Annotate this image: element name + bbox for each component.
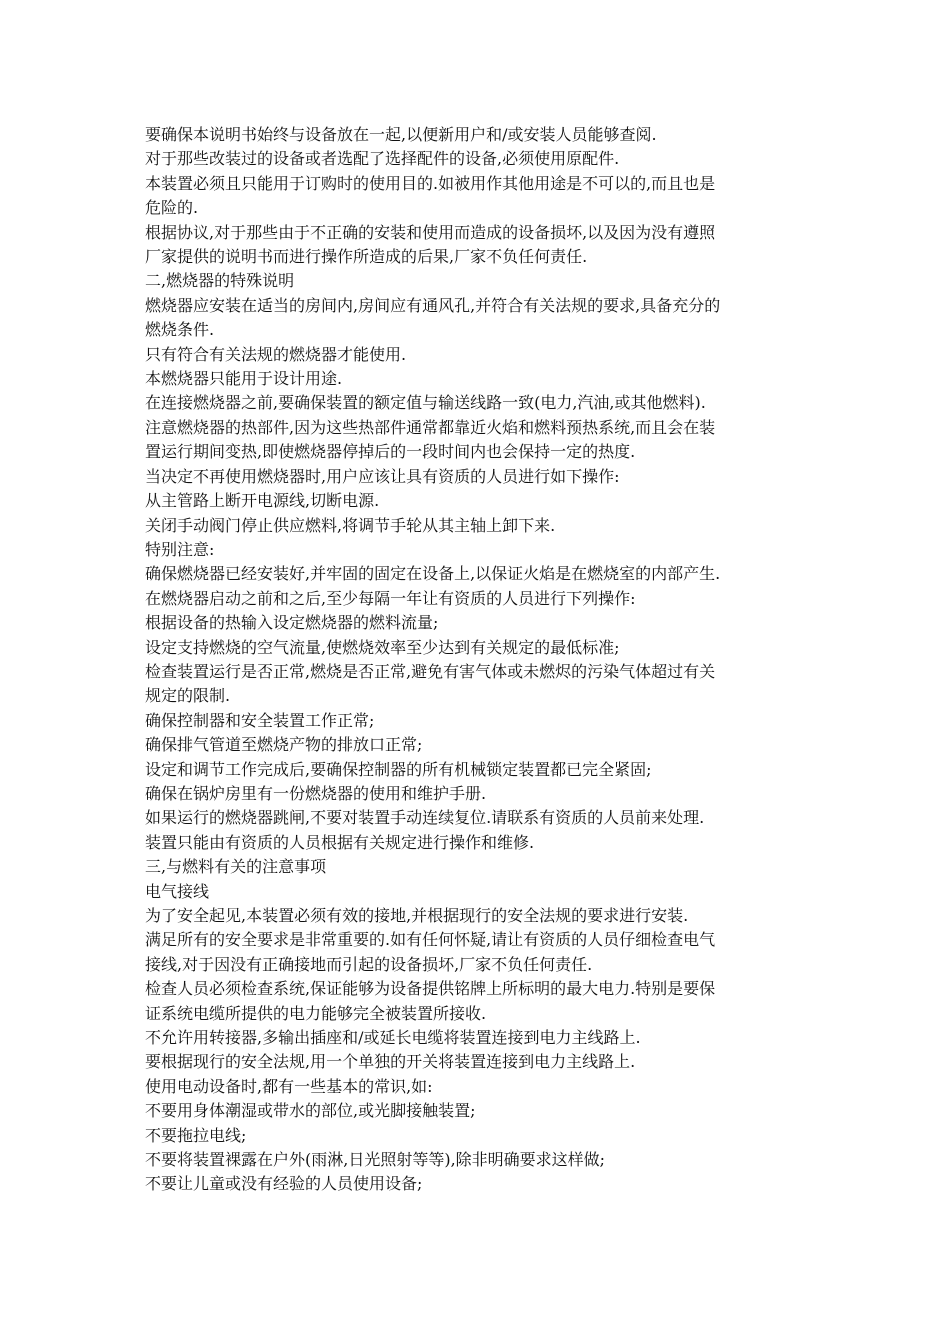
subheading: 特别注意: [145, 539, 215, 559]
paragraph: 注意燃烧器的热部件,因为这些热部件通常都靠近火焰和燃料预热系统,而且会在装 置运行期间变热,即使燃烧器停掉后的一段时间内也会保持一定的热度. [145, 417, 716, 462]
paragraph: 关闭手动阀门停止供应燃料,将调节手轮从其主轴上卸下来. [145, 515, 556, 535]
paragraph: 为了安全起见,本装置必须有效的接地,并根据现行的安全法规的要求进行安装. [145, 906, 689, 925]
paragraph: 满足所有的安全要求是非常重要的.如有任何怀疑,请让有资质的人员仔细检查电气 接线,对于因没有正确接地而引起的设备损坏,厂家不负任何责任. [145, 930, 716, 974]
paragraph: 确保在锅炉房里有一份燃烧器的使用和维护手册. [145, 783, 487, 803]
paragraph: 检查装置运行是否正常,燃烧是否正常,避免有害气体或未燃烬的污染气体超过有关 规定的限制. [145, 661, 716, 706]
paragraph: 不要拖拉电线; [145, 1125, 247, 1145]
paragraph: 确保燃烧器已经安装好,并牢固的固定在设备上,以保证火焰是在燃烧室的内部产生. [145, 564, 721, 584]
paragraph: 对于那些改装过的设备或者选配了选择配件的设备,必须使用原配件. [145, 149, 620, 169]
paragraph: 本燃烧器只能用于设计用途. [145, 369, 343, 389]
section-heading: 二,燃烧器的特殊说明 [145, 271, 295, 291]
paragraph: 不要用身体潮湿或带水的部位,或光脚接触装置; [145, 1101, 476, 1121]
subheading: 电气接线 [145, 881, 210, 901]
paragraph: 在连接燃烧器之前,要确保装置的额定值与输送线路一致(电力,汽油,或其他燃料). [145, 393, 706, 413]
paragraph: 不允许用转接器,多输出插座和/或延长电缆将装置连接到电力主线路上. [145, 1028, 641, 1048]
paragraph: 确保控制器和安全装置工作正常; [145, 710, 375, 730]
paragraph: 从主管路上断开电源线,切断电源. [145, 491, 380, 511]
paragraph: 当决定不再使用燃烧器时,用户应该让具有资质的人员进行如下操作: [145, 466, 620, 486]
paragraph: 检查人员必须检查系统,保证能够为设备提供铭牌上所标明的最大电力.特别是要保 证系统电缆所提供的电力能够完全被装置所接收. [145, 979, 716, 1023]
paragraph: 要根据现行的安全法规,用一个单独的开关将装置连接到电力主线路上. [145, 1052, 636, 1072]
section-heading: 三,与燃料有关的注意事项 [145, 857, 327, 877]
paragraph: 不要让儿童或没有经验的人员使用设备; [145, 1174, 423, 1194]
paragraph: 装置只能由有资质的人员根据有关规定进行操作和维修. [145, 832, 535, 852]
paragraph: 设定和调节工作完成后,要确保控制器的所有机械锁定装置都已完全紧固; [145, 759, 652, 779]
paragraph: 不要将装置裸露在户外(雨淋,日光照射等等),除非明确要求这样做; [145, 1150, 606, 1170]
paragraph: 只有符合有关法规的燃烧器才能使用. [145, 344, 407, 364]
paragraph: 根据协议,对于那些由于不正确的安装和使用而造成的设备损坏,以及因为没有遵照 厂家提供的说明书而进行操作所造成的后果,厂家不负任何责任. [145, 222, 716, 267]
paragraph: 根据设备的热输入设定燃烧器的燃料流量; [145, 613, 439, 633]
paragraph: 本装置必须且只能用于订购时的使用目的.如被用作其他用途是不可以的,而且也是 危险的. [145, 173, 716, 218]
paragraph: 如果运行的燃烧器跳闸,不要对装置手动连续复位.请联系有资质的人员前来处理. [145, 808, 705, 828]
paragraph: 燃烧器应安装在适当的房间内,房间应有通风孔,并符合有关法规的要求,具备充分的 燃烧条件. [145, 295, 721, 340]
document-body [145, 123, 815, 1197]
paragraph: 使用电动设备时,都有一些基本的常识,如: [145, 1076, 433, 1096]
paragraph: 设定支持燃烧的空气流量,使燃烧效率至少达到有关规定的最低标准; [145, 637, 620, 657]
paragraph: 在燃烧器启动之前和之后,至少每隔一年让有资质的人员进行下列操作: [145, 588, 636, 608]
paragraph: 要确保本说明书始终与设备放在一起,以便新用户和/或安装人员能够查阅. [145, 125, 657, 144]
paragraph: 确保排气管道至燃烧产物的排放口正常; [145, 735, 423, 755]
